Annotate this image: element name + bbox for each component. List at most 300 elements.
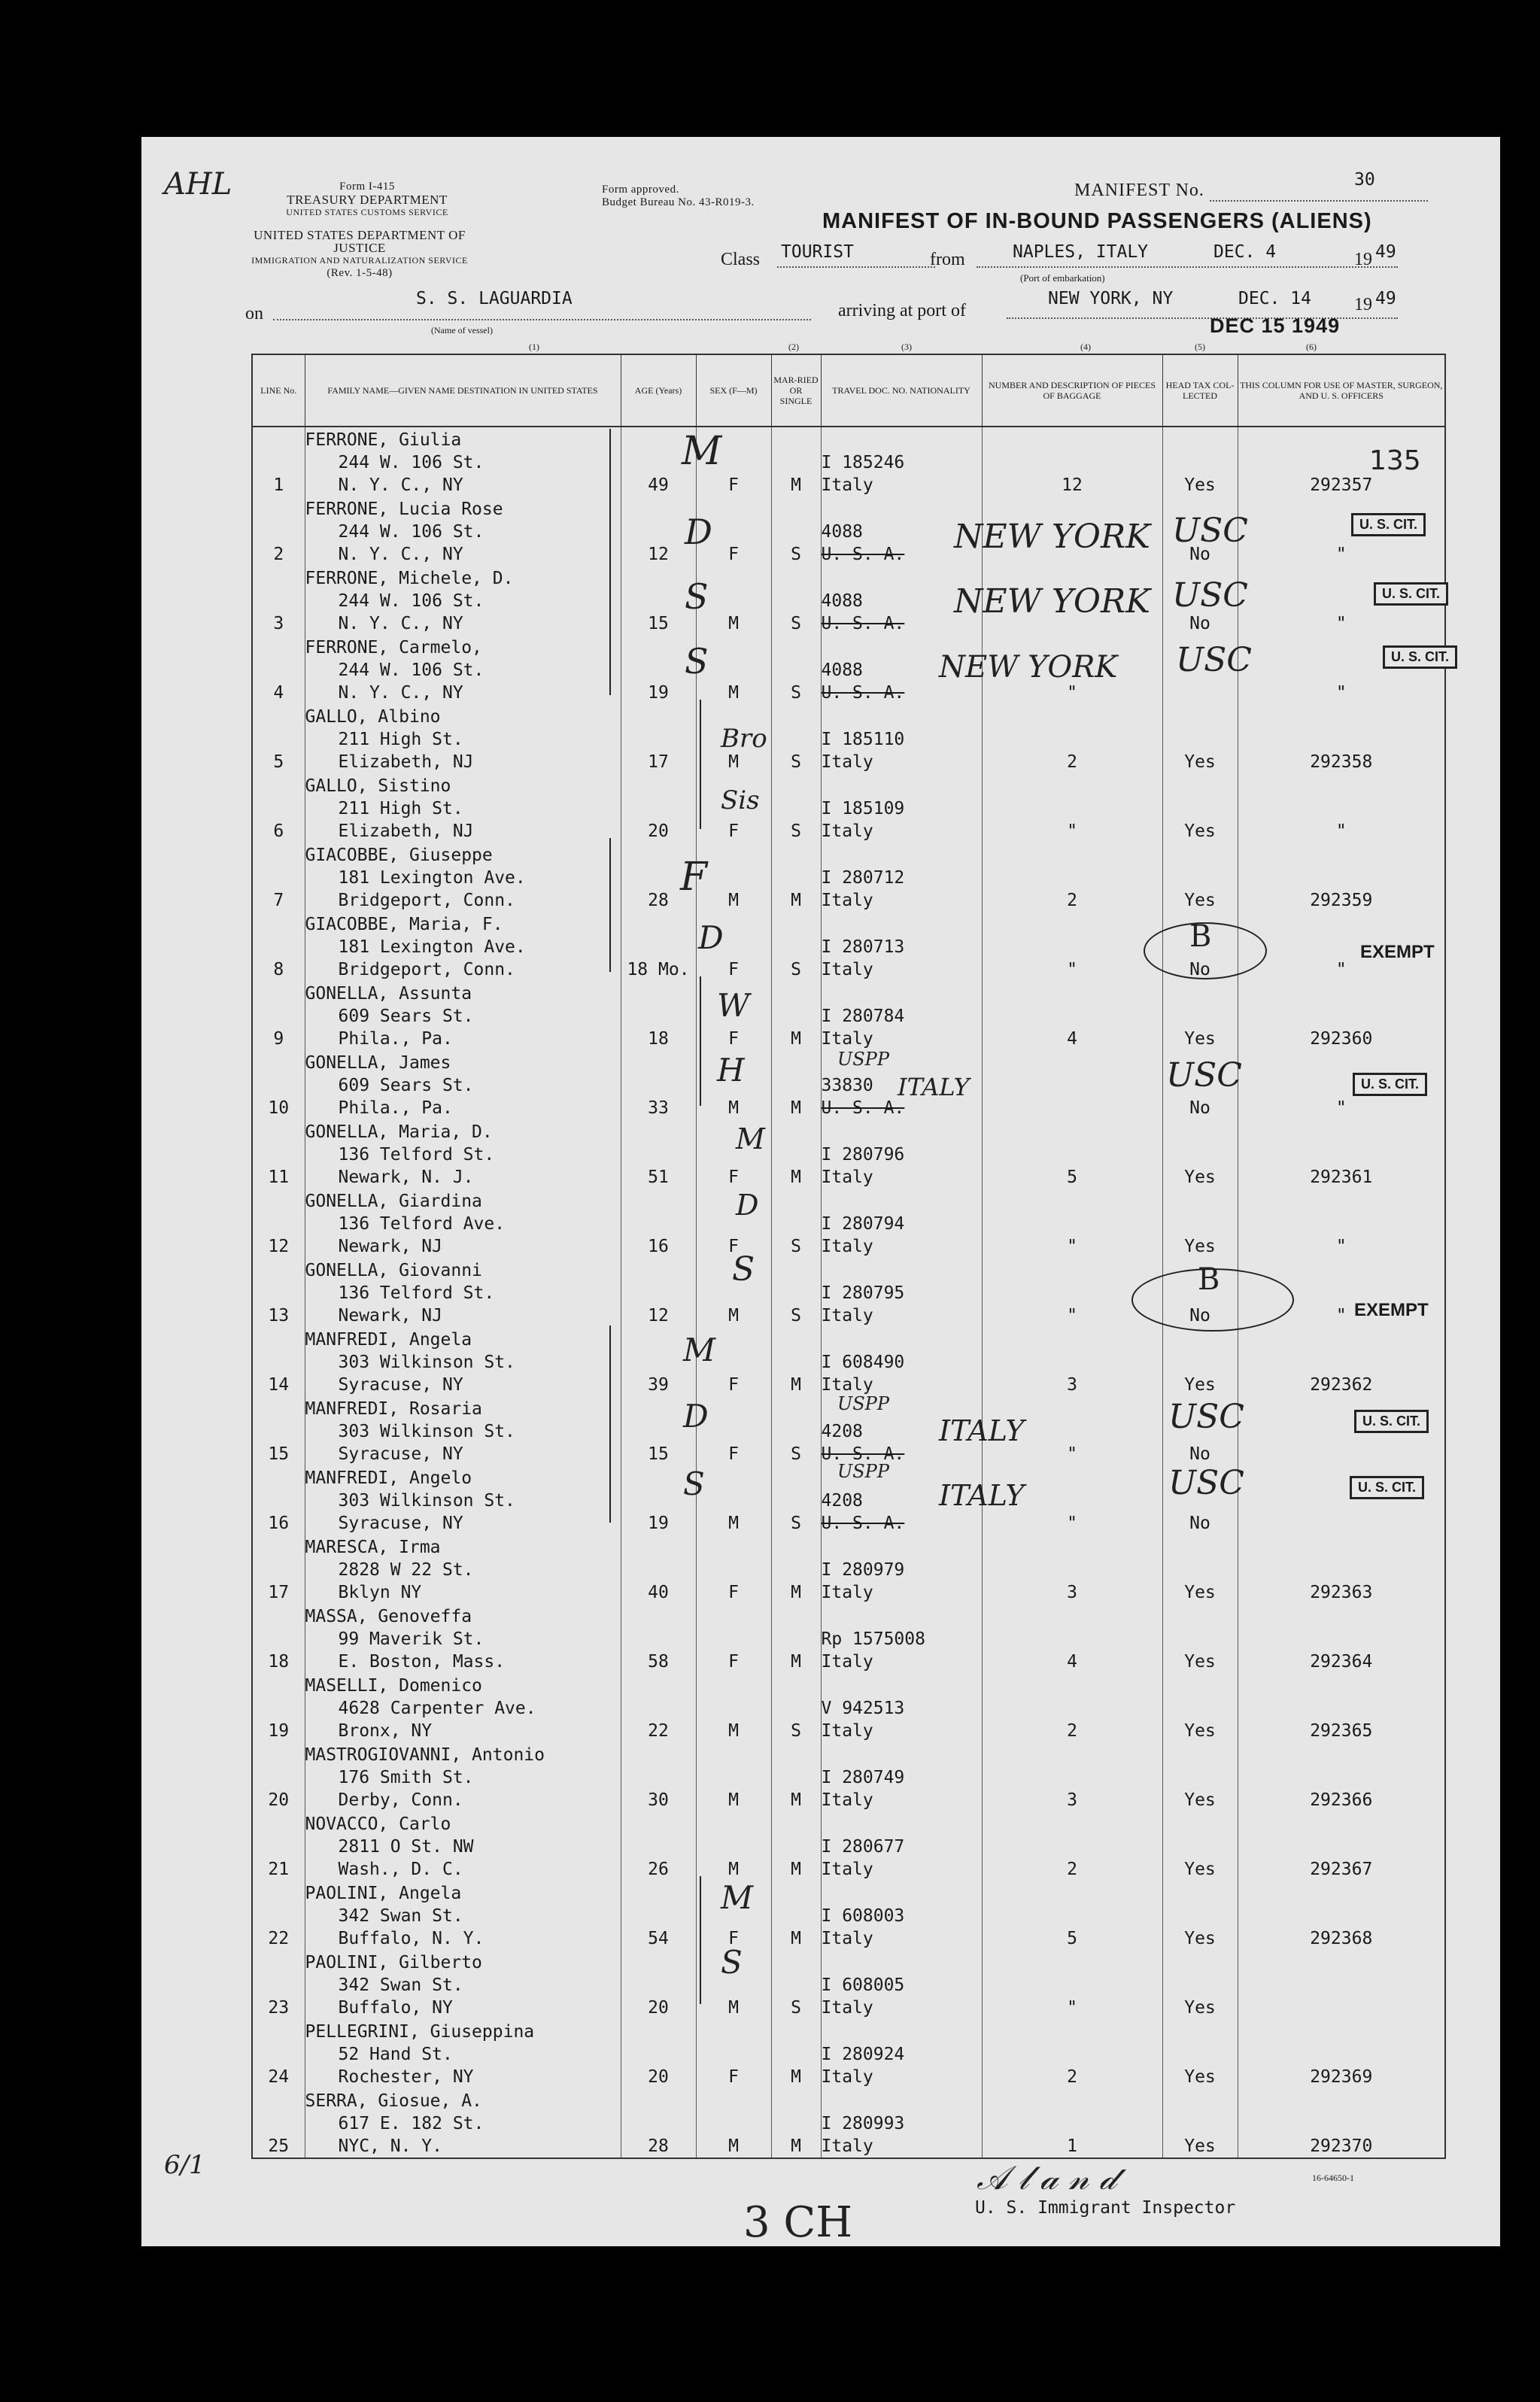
nationality: Italy xyxy=(821,1237,873,1256)
handwritten-bottom-note: 3 CH xyxy=(743,2198,853,2247)
travel-doc-cell xyxy=(821,1950,982,2019)
destination-line: Bklyn NY xyxy=(338,1583,422,1602)
handwritten-relation: S xyxy=(732,1250,755,1289)
from-port: NAPLES, ITALY xyxy=(1013,242,1149,262)
destination-line: Newark, N. J. xyxy=(338,1168,474,1187)
age-cell xyxy=(621,704,696,773)
handwritten-relation: M xyxy=(683,1332,716,1368)
nationality: Italy xyxy=(821,960,873,979)
officer-use-value: 292363 xyxy=(1310,1583,1373,1602)
travel-doc-number: Rp 1575008 xyxy=(821,1629,925,1649)
travel-doc-cell xyxy=(821,773,982,843)
passenger-name: MARESCA, Irma xyxy=(305,1538,441,1557)
officer-use-cell xyxy=(1238,981,1445,1050)
line-number-cell xyxy=(252,1535,305,1604)
head-tax-cell xyxy=(1162,1327,1238,1396)
passenger-name: NOVACCO, Carlo xyxy=(305,1814,451,1834)
travel-doc-number: V 942513 xyxy=(821,1699,905,1718)
passenger-name-cell xyxy=(305,773,621,843)
head-tax-cell xyxy=(1162,704,1238,773)
line-number-cell xyxy=(252,635,305,704)
sex-value: F xyxy=(728,1444,739,1464)
arrival-year-prefix: 19 xyxy=(1354,295,1372,314)
passenger-table xyxy=(251,354,1446,2159)
baggage-cell xyxy=(982,773,1162,843)
destination-line: 244 W. 106 St. xyxy=(338,591,484,611)
destination-line: 136 Telford Ave. xyxy=(338,1214,506,1234)
marital-status-value: S xyxy=(791,1444,801,1464)
age-cell xyxy=(621,1881,696,1950)
destination-line: 342 Swan St. xyxy=(338,1906,463,1926)
age-value: 15 xyxy=(648,1444,669,1464)
passenger-name: PAOLINI, Gilberto xyxy=(305,1953,482,1972)
head-tax-cell xyxy=(1162,1673,1238,1742)
passenger-name: MASELLI, Domenico xyxy=(305,1676,482,1696)
sex-cell xyxy=(696,1465,771,1535)
table-row xyxy=(252,1881,1445,1950)
baggage-cell xyxy=(982,1811,1162,1881)
age-value: 12 xyxy=(648,545,669,564)
head-tax-value: No xyxy=(1189,1098,1210,1118)
passenger-name-cell xyxy=(305,635,621,704)
officer-use-cell xyxy=(1238,1119,1445,1189)
baggage-cell xyxy=(982,1327,1162,1396)
table-row xyxy=(252,496,1445,566)
baggage-value: 3 xyxy=(1067,1790,1077,1810)
nationality: Italy xyxy=(821,2067,873,2087)
handwritten-usc: USC xyxy=(1176,641,1252,679)
passenger-name-cell xyxy=(305,981,621,1050)
age-value: 28 xyxy=(648,2136,669,2156)
baggage-value: " xyxy=(1067,821,1077,841)
destination-line: N. Y. C., NY xyxy=(338,614,463,633)
sex-value: M xyxy=(728,2136,739,2156)
handwritten-relation: S xyxy=(685,641,709,682)
age-value: 58 xyxy=(648,1652,669,1672)
line-number-cell xyxy=(252,496,305,566)
age-cell xyxy=(621,1604,696,1673)
handwritten-usc: USC xyxy=(1168,1398,1244,1436)
line-number-value: 5 xyxy=(273,752,284,772)
baggage-value: 4 xyxy=(1067,1029,1077,1049)
baggage-value: " xyxy=(1067,1237,1077,1256)
handwritten-margin-note: 6/1 xyxy=(164,2150,205,2180)
travel-doc-number: I 608005 xyxy=(821,1975,905,1995)
us-cit-stamp: U. S. CIT. xyxy=(1353,1073,1427,1096)
passenger-name: GIACOBBE, Giuseppe xyxy=(305,846,493,865)
nationality: Italy xyxy=(821,1998,873,2018)
manifest-no-value: 30 xyxy=(1354,170,1375,190)
line-number-cell xyxy=(252,1811,305,1881)
marital-status-value: M xyxy=(791,1790,801,1810)
officer-use-value: " xyxy=(1335,1098,1347,1118)
marital-status-value: S xyxy=(791,1306,801,1326)
marital-status-cell xyxy=(771,2019,821,2088)
officer-use-value: " xyxy=(1335,960,1347,979)
marital-status-cell xyxy=(771,1327,821,1396)
baggage-cell xyxy=(982,1673,1162,1742)
destination-line: 176 Smith St. xyxy=(338,1768,474,1787)
travel-doc-cell xyxy=(821,704,982,773)
sex-value: F xyxy=(728,545,739,564)
line-number-value: 14 xyxy=(268,1375,290,1395)
nationality: U. S. A. xyxy=(821,683,905,703)
line-number-value: 11 xyxy=(268,1168,290,1187)
head-tax-value: No xyxy=(1189,545,1210,564)
head-tax-cell xyxy=(1162,981,1238,1050)
travel-doc-number: 4088 xyxy=(821,591,863,611)
marital-status-cell xyxy=(771,496,821,566)
head-tax-value: Yes xyxy=(1184,1237,1216,1256)
marital-status-value: S xyxy=(791,1721,801,1741)
travel-doc-number: I 280784 xyxy=(821,1007,905,1026)
age-cell xyxy=(621,1811,696,1881)
travel-doc-cell xyxy=(821,427,982,496)
line-number-cell xyxy=(252,566,305,635)
officer-use-value: " xyxy=(1335,1237,1347,1256)
travel-doc-cell xyxy=(821,1742,982,1811)
handwritten-relation: W xyxy=(717,987,750,1024)
form-approval xyxy=(602,184,755,209)
head-tax-value: No xyxy=(1189,1444,1210,1464)
age-value: 18 Mo. xyxy=(627,960,690,979)
destination-line: Wash., D. C. xyxy=(338,1860,463,1879)
handwritten-relation: D xyxy=(736,1189,759,1222)
col-number: (2) xyxy=(788,342,799,352)
head-tax-cell xyxy=(1162,773,1238,843)
marital-status-value: S xyxy=(791,1998,801,2018)
line-number-cell xyxy=(252,1950,305,2019)
age-cell xyxy=(621,1742,696,1811)
line-number-value: 15 xyxy=(268,1444,290,1464)
officer-use-value: 292367 xyxy=(1310,1860,1373,1879)
travel-doc-cell xyxy=(821,2088,982,2158)
officer-use-value: " xyxy=(1335,545,1347,564)
passenger-name-cell xyxy=(305,2088,621,2158)
line-number-value: 22 xyxy=(268,1929,290,1948)
head-tax-value: Yes xyxy=(1184,1860,1216,1879)
passenger-name: FERRONE, Lucia Rose xyxy=(305,500,503,519)
travel-doc-number: I 280796 xyxy=(821,1145,905,1165)
baggage-value: 1 xyxy=(1067,2136,1077,2156)
marital-status-cell xyxy=(771,1881,821,1950)
marital-status-cell xyxy=(771,1119,821,1189)
manifest-no-label: MANIFEST No. xyxy=(1074,181,1204,200)
arriving-label: arriving at port of xyxy=(838,301,966,320)
passenger-name-cell xyxy=(305,1881,621,1950)
sex-cell xyxy=(696,1811,771,1881)
form-header-treasury xyxy=(277,181,457,219)
class-value: TOURIST xyxy=(781,242,854,262)
us-cit-stamp: U. S. CIT. xyxy=(1350,1476,1424,1499)
line-number-cell xyxy=(252,981,305,1050)
travel-doc-number: I 185246 xyxy=(821,453,905,472)
officer-use-cell xyxy=(1238,1604,1445,1673)
handwritten-relation: M xyxy=(721,1879,754,1916)
handwritten-b: B xyxy=(1189,919,1212,954)
officer-use-cell xyxy=(1238,704,1445,773)
nationality: U. S. A. xyxy=(821,1514,905,1533)
baggage-value: 4 xyxy=(1067,1652,1077,1672)
manifest-title: MANIFEST OF IN-BOUND PASSENGERS (ALIENS) xyxy=(822,209,1372,233)
head-tax-value: Yes xyxy=(1184,1721,1216,1741)
exempt-stamp: EXEMPT xyxy=(1354,1300,1429,1320)
marital-status-cell xyxy=(771,1258,821,1327)
destination-line: 303 Wilkinson St. xyxy=(338,1491,515,1511)
vessel-caption: (Name of vessel) xyxy=(431,325,493,336)
sex-value: F xyxy=(728,1652,739,1672)
marital-status-value: M xyxy=(791,1929,801,1948)
baggage-value: 2 xyxy=(1067,752,1077,772)
destination-line: 303 Wilkinson St. xyxy=(338,1422,515,1441)
passenger-name: GALLO, Sistino xyxy=(305,776,451,796)
passenger-name: GONELLA, Giovanni xyxy=(305,1261,482,1280)
nationality: Italy xyxy=(821,1168,873,1187)
family-bracket xyxy=(700,1876,701,2004)
col-header-officers: THIS COLUMN FOR USE OF MASTER, SURGEON, AND U. S. OFFICERS xyxy=(1238,354,1445,427)
sex-value: F xyxy=(728,1029,739,1049)
line-number-cell xyxy=(252,1119,305,1189)
family-bracket xyxy=(609,838,611,972)
baggage-value: " xyxy=(1067,1444,1077,1464)
sex-value: F xyxy=(728,1929,739,1948)
baggage-value: " xyxy=(1067,1306,1077,1326)
nationality: Italy xyxy=(821,821,873,841)
baggage-value: 2 xyxy=(1067,2067,1077,2087)
age-value: 22 xyxy=(648,1721,669,1741)
passenger-name-cell xyxy=(305,704,621,773)
travel-doc-cell xyxy=(821,1673,982,1742)
handwritten-doc-note: USPP xyxy=(837,1393,889,1414)
passenger-name: GALLO, Albino xyxy=(305,707,441,727)
age-value: 40 xyxy=(648,1583,669,1602)
destination-line: 244 W. 106 St. xyxy=(338,660,484,680)
line-number-value: 10 xyxy=(268,1098,290,1118)
us-cit-stamp: U. S. CIT. xyxy=(1354,1410,1429,1433)
marital-status-cell xyxy=(771,704,821,773)
form-code: 16-64650-1 xyxy=(1312,2173,1354,2183)
head-tax-value: Yes xyxy=(1184,1652,1216,1672)
age-value: 17 xyxy=(648,752,669,772)
age-value: 30 xyxy=(648,1790,669,1810)
line-number-value: 6 xyxy=(273,821,284,841)
age-value: 18 xyxy=(648,1029,669,1049)
travel-doc-cell xyxy=(821,1327,982,1396)
sex-cell xyxy=(696,2019,771,2088)
passenger-name: MASTROGIOVANNI, Antonio xyxy=(305,1745,545,1765)
marital-status-cell xyxy=(771,843,821,912)
line-number-cell xyxy=(252,1465,305,1535)
budget-text: Budget Bureau No. 43-R019-3. xyxy=(602,196,755,208)
sex-cell xyxy=(696,1604,771,1673)
marital-status-value: S xyxy=(791,821,801,841)
col-number: (1) xyxy=(529,342,539,352)
table-row xyxy=(252,635,1445,704)
col-header-headtax: HEAD TAX COL-LECTED xyxy=(1162,354,1238,427)
destination-line: 181 Lexington Ave. xyxy=(338,868,526,888)
manifest-sheet xyxy=(141,137,1500,2246)
destination-line: 211 High St. xyxy=(338,799,463,818)
officer-use-cell xyxy=(1238,1742,1445,1811)
destination-line: 211 High St. xyxy=(338,730,463,749)
age-value: 19 xyxy=(648,1514,669,1533)
from-year: 49 xyxy=(1375,242,1396,262)
table-row xyxy=(252,773,1445,843)
marital-status-cell xyxy=(771,1811,821,1881)
nationality: Italy xyxy=(821,1375,873,1395)
table-row xyxy=(252,704,1445,773)
nationality: Italy xyxy=(821,1929,873,1948)
baggage-cell xyxy=(982,2019,1162,2088)
officer-use-cell xyxy=(1238,843,1445,912)
passenger-name: GONELLA, Assunta xyxy=(305,984,472,1004)
table-row xyxy=(252,843,1445,912)
destination-line: Bridgeport, Conn. xyxy=(338,960,515,979)
sex-value: M xyxy=(728,683,739,703)
nationality: U. S. A. xyxy=(821,614,905,633)
line-number-cell xyxy=(252,1881,305,1950)
marital-status-value: M xyxy=(791,1860,801,1879)
destination-line: 136 Telford St. xyxy=(338,1145,495,1165)
form-header-doj xyxy=(239,229,480,280)
handwritten-relation: D xyxy=(685,512,712,552)
head-tax-cell xyxy=(1162,1604,1238,1673)
destination-line: Elizabeth, NJ xyxy=(338,821,474,841)
handwritten-relation: F xyxy=(680,855,708,900)
from-label: from xyxy=(930,250,965,269)
marital-status-cell xyxy=(771,2088,821,2158)
destination-line: Newark, NJ xyxy=(338,1306,442,1326)
table-row xyxy=(252,1673,1445,1742)
nationality: U. S. A. xyxy=(821,1444,905,1464)
passenger-name: SERRA, Giosue, A. xyxy=(305,2091,482,2111)
marital-status-cell xyxy=(771,1535,821,1604)
age-value: 51 xyxy=(648,1168,669,1187)
handwritten-nationality: ITALY xyxy=(898,1073,970,1101)
line-number-cell xyxy=(252,427,305,496)
head-tax-value: Yes xyxy=(1184,2067,1216,2087)
age-cell xyxy=(621,1050,696,1119)
destination-line: 244 W. 106 St. xyxy=(338,522,484,542)
marital-status-value: M xyxy=(791,1029,801,1049)
handwritten-usc: USC xyxy=(1172,576,1248,615)
age-value: 12 xyxy=(648,1306,669,1326)
travel-doc-number: I 280749 xyxy=(821,1768,905,1787)
marital-status-value: S xyxy=(791,1514,801,1533)
dept-name: TREASURY DEPARTMENT xyxy=(287,193,448,207)
age-value: 54 xyxy=(648,1929,669,1948)
marital-status-value: M xyxy=(791,1583,801,1602)
handwritten-relation: M xyxy=(682,429,722,474)
passenger-name-cell xyxy=(305,1742,621,1811)
travel-doc-number: 4088 xyxy=(821,660,863,680)
travel-doc-number: 4208 xyxy=(821,1422,863,1441)
table-row xyxy=(252,1950,1445,2019)
travel-doc-cell xyxy=(821,1881,982,1950)
passenger-name: GONELLA, James xyxy=(305,1053,451,1073)
head-tax-value: No xyxy=(1189,1514,1210,1533)
destination-line: N. Y. C., NY xyxy=(338,545,463,564)
destination-line: Phila., Pa. xyxy=(338,1098,453,1118)
line-number-value: 8 xyxy=(273,960,284,979)
baggage-value: 2 xyxy=(1067,891,1077,910)
handwritten-number: 135 xyxy=(1369,445,1421,476)
handwritten-relation: M xyxy=(736,1122,765,1155)
sex-value: M xyxy=(728,1860,739,1879)
sex-value: F xyxy=(728,2067,739,2087)
travel-doc-number: 4088 xyxy=(821,522,863,542)
head-tax-cell xyxy=(1162,1950,1238,2019)
marital-status-value: S xyxy=(791,683,801,703)
destination-line: 303 Wilkinson St. xyxy=(338,1353,515,1372)
port-caption: (Port of embarkation) xyxy=(1020,272,1105,284)
passenger-name: PELLEGRINI, Giuseppina xyxy=(305,2022,535,2042)
head-tax-value: No xyxy=(1189,960,1210,979)
table-row xyxy=(252,981,1445,1050)
handwritten-nationality: ITALY xyxy=(939,1414,1025,1447)
age-value: 20 xyxy=(648,2067,669,2087)
sex-cell xyxy=(696,1742,771,1811)
head-tax-value: Yes xyxy=(1184,1168,1216,1187)
destination-line: 609 Sears St. xyxy=(338,1007,474,1026)
from-date: DEC. 4 xyxy=(1213,242,1277,262)
passenger-name: MASSA, Genoveffa xyxy=(305,1607,472,1626)
baggage-value: " xyxy=(1067,1998,1077,2018)
passenger-name-cell xyxy=(305,1535,621,1604)
passenger-name-cell xyxy=(305,912,621,981)
marital-status-value: M xyxy=(791,1375,801,1395)
col-number: (5) xyxy=(1195,342,1205,352)
line-number-cell xyxy=(252,912,305,981)
handwritten-doc-note: USPP xyxy=(837,1049,889,1070)
officer-use-cell xyxy=(1238,1327,1445,1396)
officer-use-value: 292365 xyxy=(1310,1721,1373,1741)
on-label: on xyxy=(245,304,263,323)
age-value: 33 xyxy=(648,1098,669,1118)
sex-value: M xyxy=(728,1306,739,1326)
marital-status-cell xyxy=(771,1396,821,1465)
age-cell xyxy=(621,1119,696,1189)
line-number-cell xyxy=(252,1050,305,1119)
baggage-value: 3 xyxy=(1067,1583,1077,1602)
travel-doc-number: 33830 xyxy=(821,1076,873,1095)
line-number-value: 18 xyxy=(268,1652,290,1672)
doj-name: UNITED STATES DEPARTMENT OF JUSTICE xyxy=(254,228,466,255)
sex-cell xyxy=(696,1189,771,1258)
travel-doc-number: I 280713 xyxy=(821,937,905,957)
baggage-value: 2 xyxy=(1067,1721,1077,1741)
destination-line: Phila., Pa. xyxy=(338,1029,453,1049)
age-value: 49 xyxy=(648,475,669,495)
received-date-stamp: DEC 15 1949 xyxy=(1210,314,1341,337)
destination-line: 2811 O St. NW xyxy=(338,1837,474,1857)
handwritten-usc: USC xyxy=(1166,1056,1242,1095)
line-number-cell xyxy=(252,1258,305,1327)
destination-line: 4628 Carpenter Ave. xyxy=(338,1699,536,1718)
travel-doc-number: I 280924 xyxy=(821,2045,905,2064)
travel-doc-number: I 185109 xyxy=(821,799,905,818)
head-tax-cell xyxy=(1162,2019,1238,2088)
age-value: 20 xyxy=(648,821,669,841)
travel-doc-cell xyxy=(821,1811,982,1881)
line-number-value: 23 xyxy=(268,1998,290,2018)
travel-doc-cell xyxy=(821,1258,982,1327)
marital-status-value: M xyxy=(791,2136,801,2156)
age-cell xyxy=(621,2088,696,2158)
col-header-sex: SEX (F—M) xyxy=(696,354,771,427)
us-cit-stamp: U. S. CIT. xyxy=(1374,582,1448,606)
age-value: 39 xyxy=(648,1375,669,1395)
